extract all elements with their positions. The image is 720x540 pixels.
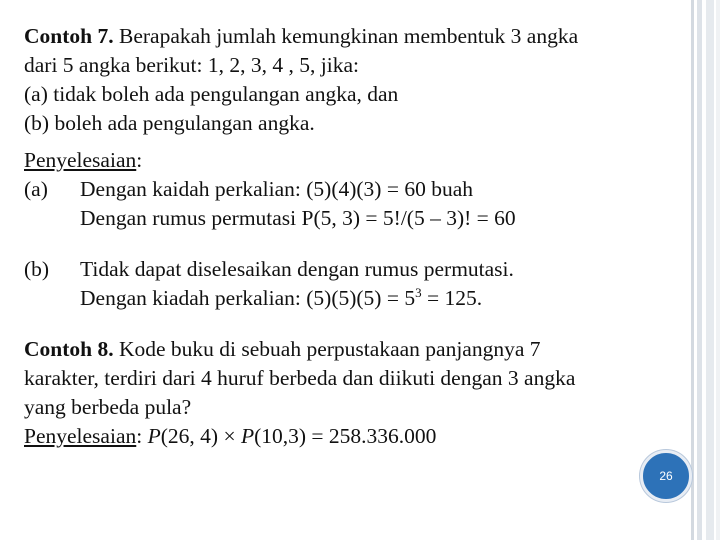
- example-7-line-3: (a) tidak boleh ada pengulangan angka, dan: [24, 82, 399, 106]
- example-8-line-2: karakter, terdiri dari 4 huruf berbeda dan diikuti dengan 3 angka: [24, 366, 576, 390]
- decor-stripe: [716, 0, 720, 540]
- example-7-line-4: (b) boleh ada pengulangan angka.: [24, 111, 315, 135]
- example-7-line-2: dari 5 angka berikut: 1, 2, 3, 4 , 5, jika:: [24, 53, 359, 77]
- example-7-line-1: Contoh 7. Berapakah jumlah kemungkinan membentuk 3 angka: [24, 24, 579, 48]
- solution-7-part-b: (b) Tidak dapat diselesaikan dengan rumus permutasi.: [24, 257, 514, 281]
- solution-7-part-a-line-2: Dengan rumus permutasi P(5, 3) = 5!/(5 – 3)! = 60: [80, 206, 516, 230]
- decor-stripe: [697, 0, 702, 540]
- example-7-title: Contoh 7.: [24, 24, 114, 48]
- example-8-line-3: yang berbeda pula?: [24, 395, 192, 419]
- slide-content: [24, 22, 684, 451]
- decor-stripe: [706, 0, 714, 540]
- page-number-badge: 26: [640, 450, 692, 502]
- solution-7-part-b-line-2: Dengan kiadah perkalian: $(5)(5)(5) = 5^3 = 125$.: [80, 284, 483, 310]
- decor-stripe: [691, 0, 694, 540]
- solution-7-part-a: (a) Dengan kaidah perkalian: (5)(4)(3) = 60 buah: [24, 177, 474, 201]
- solution-7-heading: Penyelesaian:: [24, 148, 143, 172]
- example-8-title: Contoh 8.: [24, 337, 114, 361]
- example-8-line-1: Contoh 8. Kode buku di sebuah perpustakaan panjangnya 7: [24, 337, 541, 361]
- solution-8: Penyelesaian: P(26, 4) × P(10,3) = 258.336.000: [24, 424, 437, 448]
